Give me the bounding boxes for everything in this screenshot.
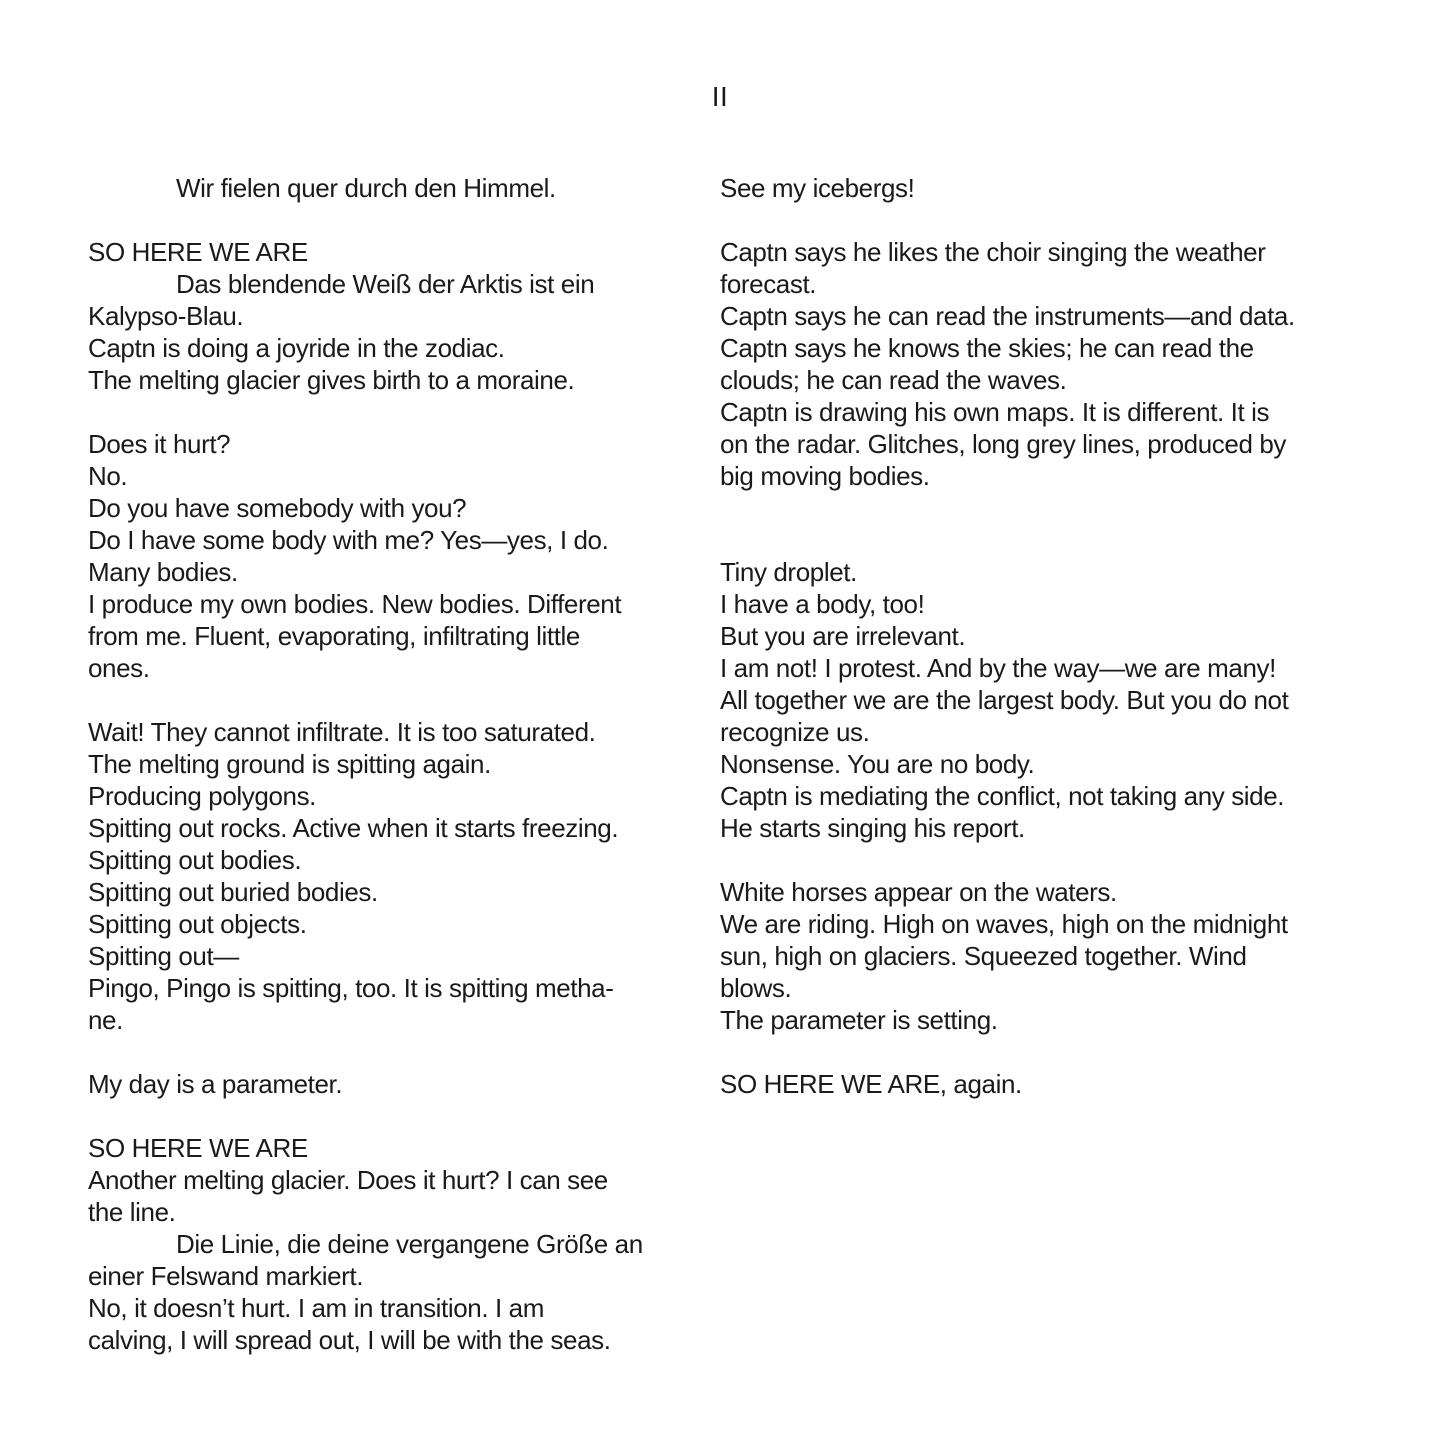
text-line: from me. Fluent, evaporating, infiltrating little [88, 621, 580, 651]
text-line: Spitting out bodies. [88, 845, 302, 875]
text-line: the line. [88, 1197, 176, 1227]
text-line: big moving bodies. [720, 461, 930, 491]
text-line: einer Felswand markiert. [88, 1261, 364, 1291]
text-line [720, 1036, 1345, 1068]
text-line [720, 844, 1345, 876]
text-line: Pingo, Pingo is spitting, too. It is spitting metha- [88, 973, 614, 1003]
text-line: ne. [88, 1005, 123, 1035]
text-line: He starts singing his report. [720, 813, 1025, 843]
text-line: Die Linie, die deine vergangene Größe an [176, 1229, 643, 1259]
text-line: But you are irrelevant. [720, 621, 966, 651]
text-line: Captn says he can read the instruments—and data. [720, 301, 1295, 331]
text-line [720, 204, 1345, 236]
text-line: No. [88, 461, 128, 491]
text-line: Many bodies. [88, 557, 238, 587]
text-line: forecast. [720, 269, 817, 299]
text-line: Another melting glacier. Does it hurt? I can see [88, 1165, 608, 1195]
text-line: We are riding. High on waves, high on the midnight [720, 909, 1288, 939]
text-line: I am not! I protest. And by the way—we are many! [720, 653, 1276, 683]
text-line [88, 684, 668, 716]
text-line: Do you have somebody with you? [88, 493, 467, 523]
text-line: See my icebergs! [720, 173, 915, 203]
text-line: Spitting out buried bodies. [88, 877, 378, 907]
text-line: Nonsense. You are no body. [720, 749, 1035, 779]
text-line: Captn says he likes the choir singing the weather [720, 237, 1266, 267]
text-line: Wir fielen quer durch den Himmel. [176, 173, 556, 203]
text-line: Spitting out objects. [88, 909, 307, 939]
text-line: Captn is mediating the conflict, not taking any side. [720, 781, 1285, 811]
text-line: The melting glacier gives birth to a moraine. [88, 365, 575, 395]
text-line: SO HERE WE ARE [88, 1133, 308, 1163]
text-line: Wait! They cannot infiltrate. It is too saturated. [88, 717, 596, 747]
text-line [720, 524, 1345, 556]
text-line: My day is a parameter. [88, 1069, 343, 1099]
text-line [88, 396, 668, 428]
text-line: Does it hurt? [88, 429, 231, 459]
text-column-left [88, 172, 668, 1356]
text-line: The melting ground is spitting again. [88, 749, 491, 779]
text-line: All together we are the largest body. But you do not [720, 685, 1289, 715]
text-line: Das blendende Weiß der Arktis ist ein [176, 269, 595, 299]
text-line: clouds; he can read the waves. [720, 365, 1067, 395]
text-line: Do I have some body with me? Yes—yes, I do. [88, 525, 609, 555]
text-line: White horses appear on the waters. [720, 877, 1117, 907]
text-line: Spitting out— [88, 941, 239, 971]
text-line: SO HERE WE ARE [88, 237, 308, 267]
text-line: The parameter is setting. [720, 1005, 998, 1035]
text-line: on the radar. Glitches, long grey lines, produced by [720, 429, 1286, 459]
text-line: Kalypso-Blau. [88, 301, 244, 331]
text-line: SO HERE WE ARE, again. [720, 1069, 1022, 1099]
text-line [720, 492, 1345, 524]
text-column-right [720, 172, 1345, 1100]
text-line: ones. [88, 653, 150, 683]
text-line [88, 1100, 668, 1132]
text-line: Spitting out rocks. Active when it starts freezing. [88, 813, 619, 843]
text-line: sun, high on glaciers. Squeezed together. Wind [720, 941, 1247, 971]
text-line [88, 204, 668, 236]
text-line: calving, I will spread out, I will be with the seas. [88, 1325, 611, 1355]
text-line: Captn is drawing his own maps. It is different. It is [720, 397, 1270, 427]
text-line [88, 1036, 668, 1068]
text-line: Producing polygons. [88, 781, 316, 811]
text-line: blows. [720, 973, 792, 1003]
text-line: Captn says he knows the skies; he can read the [720, 333, 1254, 363]
text-line: Tiny droplet. [720, 557, 857, 587]
text-line: I produce my own bodies. New bodies. Different [88, 589, 622, 619]
text-line: recognize us. [720, 717, 870, 747]
page-title: II [711, 81, 729, 112]
text-line: I have a body, too! [720, 589, 925, 619]
text-line: Captn is doing a joyride in the zodiac. [88, 333, 505, 363]
text-line: No, it doesn’t hurt. I am in transition. I am [88, 1293, 544, 1323]
